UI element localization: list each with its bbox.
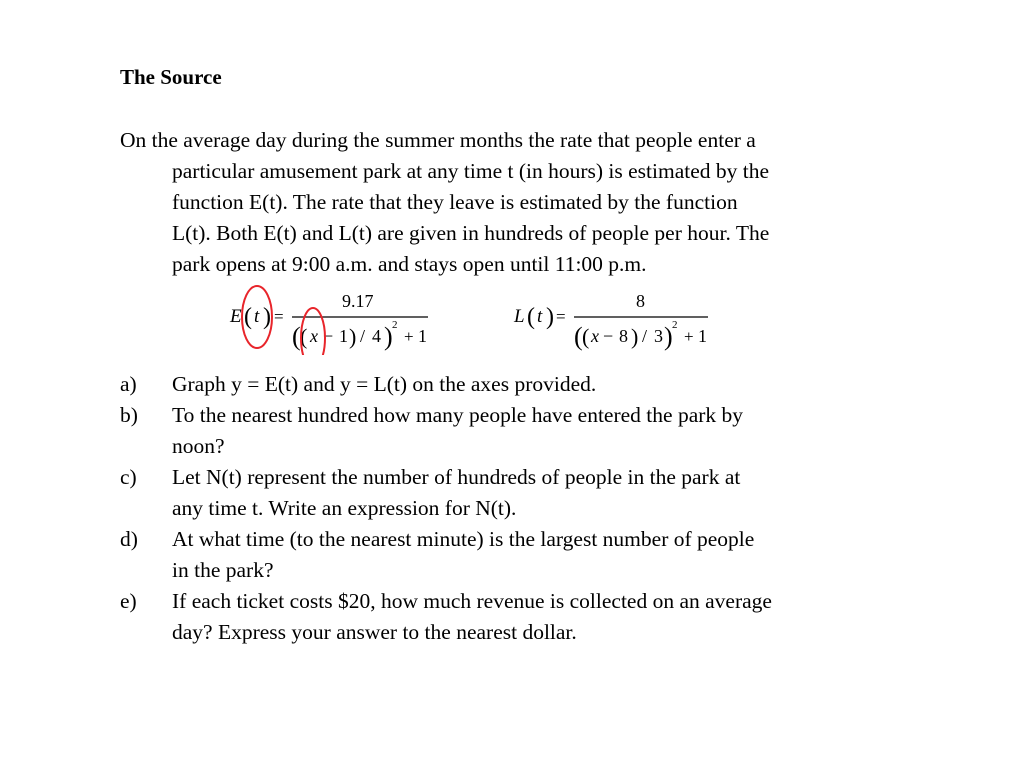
formula-e-power: 2: [392, 319, 398, 331]
formula-e-plus: +: [404, 327, 414, 346]
formula-l-outer-rparen: ): [664, 322, 673, 351]
formula-e: [229, 286, 428, 355]
formula-graphic: [0, 280, 1024, 355]
formula-l-one: 1: [698, 326, 707, 346]
intro-line: L(t). Both E(t) and L(t) are given in hundreds of people per hour. The: [172, 221, 770, 245]
question-label: d): [120, 527, 138, 551]
question-text: [172, 369, 920, 400]
formula-l-rparen: ): [546, 304, 554, 330]
formula-l-power: 2: [672, 319, 678, 331]
formula-e-rparen: ): [263, 304, 271, 330]
formula-e-outer-rparen: ): [384, 322, 393, 351]
question-line: To the nearest hundred how many people have entered the park by: [172, 403, 744, 427]
formulas: [0, 280, 1024, 355]
formula-l-shift: 8: [619, 326, 628, 346]
question-line: noon?: [172, 434, 225, 458]
question-text: [172, 462, 920, 524]
formula-l: [513, 291, 708, 351]
formula-l-divisor: 3: [654, 326, 663, 346]
question-label: e): [120, 589, 137, 613]
formula-e-shift: 1: [339, 326, 348, 346]
formula-l-var: t: [537, 306, 543, 327]
formula-e-equals: =: [274, 307, 284, 326]
question-item: [120, 369, 920, 400]
formula-l-lparen: (: [527, 304, 535, 330]
question-text: [172, 586, 920, 648]
formula-e-inner-var: x: [310, 326, 318, 346]
formula-e-slash: /: [360, 326, 366, 346]
formula-e-numerator: 9.17: [342, 291, 374, 311]
question-item: [120, 400, 920, 462]
question-line: day? Express your answer to the nearest dollar.: [172, 620, 577, 644]
question-item: [120, 462, 920, 524]
formula-l-plus: +: [684, 327, 694, 346]
formula-e-minus: −: [323, 326, 334, 346]
question-item: [120, 586, 920, 648]
formula-e-var: t: [254, 306, 260, 327]
formula-l-inner-lparen: (: [582, 324, 590, 349]
formula-e-name: E: [230, 306, 242, 327]
intro-line: particular amusement park at any time t (in hours) is estimated by the: [172, 159, 770, 183]
formula-l-name: L: [514, 306, 525, 327]
question-item: [120, 524, 920, 586]
formula-e-one: 1: [418, 326, 427, 346]
question-line: Let N(t) represent the number of hundreds of people in the park at: [172, 465, 741, 489]
formula-l-inner-var: x: [591, 326, 599, 346]
formula-e-inner-lparen: (: [300, 324, 308, 349]
formula-l-slash: /: [642, 326, 648, 346]
question-line: in the park?: [172, 558, 274, 582]
question-line: Graph y = E(t) and y = L(t) on the axes provided.: [172, 372, 597, 396]
formula-e-divisor: 4: [372, 326, 381, 346]
slide-title: The Source: [120, 65, 222, 89]
formula-e-outer-lparen: (: [292, 322, 301, 351]
formula-e-inner-rparen: ): [349, 324, 357, 349]
formula-l-minus: −: [603, 326, 614, 346]
question-label: c): [120, 465, 137, 489]
formula-l-equals: =: [556, 307, 566, 326]
formula-l-numerator: 8: [636, 291, 645, 311]
question-text: [172, 524, 920, 586]
question-list: [120, 369, 920, 648]
question-text: [172, 400, 920, 462]
question-line: If each ticket costs $20, how much revenue is collected on an average: [172, 589, 772, 613]
question-label: b): [120, 403, 138, 427]
intro-line: function E(t). The rate that they leave is estimated by the function: [172, 190, 738, 214]
question-label: a): [120, 372, 137, 396]
intro-line: park opens at 9:00 a.m. and stays open until 11:00 p.m.: [172, 252, 647, 276]
intro-line: On the average day during the summer months the rate that people enter a: [120, 128, 756, 152]
question-line: At what time (to the nearest minute) is the largest number of people: [172, 527, 755, 551]
formula-l-inner-rparen: ): [631, 324, 639, 349]
formula-e-lparen: (: [244, 304, 252, 330]
problem-intro: [120, 125, 910, 280]
formula-l-outer-lparen: (: [574, 322, 583, 351]
question-line: any time t. Write an expression for N(t).: [172, 496, 517, 520]
